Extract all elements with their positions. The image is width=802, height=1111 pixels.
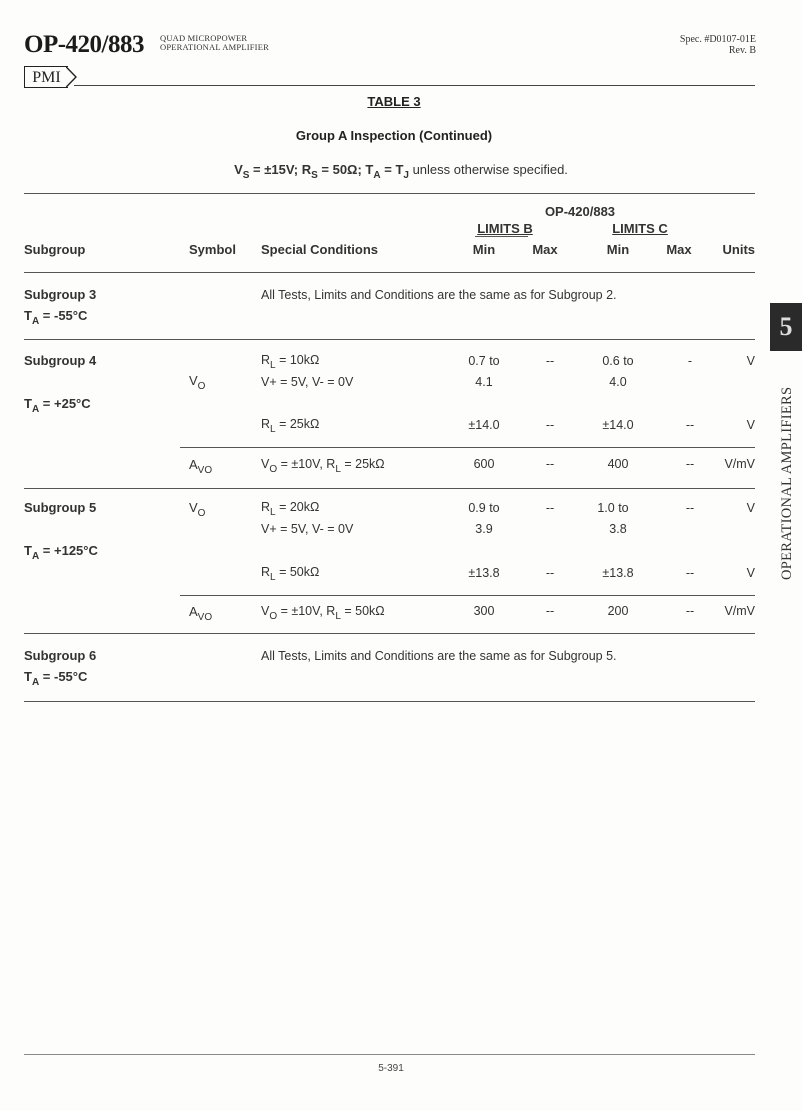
spec-revision: Rev. B — [728, 45, 756, 56]
sg6-temp-value: = -55°C — [39, 669, 88, 684]
limits-b-rule — [475, 236, 528, 237]
sg3-temperature — [24, 308, 87, 327]
sg5-avo-min-c: 200 — [607, 604, 629, 618]
sg5-avo-subscript: VO — [197, 612, 213, 623]
device-column-header: OP-420/883 — [544, 204, 616, 219]
sg3-temp-value: = -55°C — [39, 308, 88, 323]
sg5-r1-condition — [261, 500, 319, 518]
table-bottom-rule — [24, 701, 755, 702]
sg5-r1-units: V — [746, 501, 755, 515]
sg5-r1-min-b-line2: 3.9 — [475, 522, 493, 536]
rs-subscript: S — [311, 170, 318, 181]
sg5-r1-max-c: -- — [685, 501, 695, 515]
sg4-r1-condition — [261, 353, 319, 371]
sg5-r1-subscript: L — [270, 507, 276, 518]
sg6-temp-symbol: T — [24, 669, 32, 684]
subgroup-column-header: Subgroup — [24, 242, 86, 257]
sg4-r1-supply: V+ = 5V, V- = 0V — [261, 375, 354, 389]
sg5-r2-min-b: ±13.8 — [468, 566, 500, 580]
sg3-bottom-rule — [24, 339, 755, 340]
tj-symbol: T — [395, 162, 404, 177]
test-conditions — [0, 162, 802, 181]
sg3-note: All Tests, Limits and Conditions are the same as for Subgroup 2. — [261, 288, 617, 302]
max-b-column-header: Max — [532, 242, 558, 257]
sg5-avo-rl-value: = 50kΩ — [340, 604, 385, 618]
sg5-avo-letter: A — [189, 604, 198, 619]
rs-symbol: R — [301, 162, 312, 177]
sg5-vo-letter: V — [189, 500, 198, 515]
part-description-line2: OPERATIONAL AMPLIFIER — [160, 42, 269, 52]
ta-symbol: T — [365, 162, 374, 177]
sg3-name: Subgroup 3 — [24, 287, 97, 302]
sg4-r2-subscript: L — [270, 424, 276, 435]
part-number: OP-420/883 — [24, 31, 144, 58]
header-rule — [74, 85, 755, 86]
sg5-bottom-rule — [24, 633, 755, 634]
sg4-r1-min-b-line2: 4.1 — [475, 375, 493, 389]
sg4-r2-symbol: R — [261, 417, 271, 431]
sg5-avo-vo-value: = ±10V, — [277, 604, 327, 618]
sg5-r2-condition — [261, 565, 319, 583]
sg4-vo-subscript: O — [197, 381, 206, 392]
sg4-avo-condition — [261, 457, 385, 475]
sg5-r1-min-c: 1.0 to — [597, 501, 629, 515]
sg6-temp-subscript: A — [31, 677, 40, 688]
sg5-r2-units: V — [746, 566, 755, 580]
sg4-avo-min-b: 600 — [473, 457, 495, 471]
vs-subscript: S — [242, 170, 250, 181]
sg5-r1-value: = 20kΩ — [275, 500, 320, 514]
sg5-r1-supply: V+ = 5V, V- = 0V — [261, 522, 354, 536]
sg4-avo-letter: A — [189, 457, 198, 472]
sg4-r1-min-c: 0.6 to — [602, 354, 634, 368]
pmi-logo: PMI — [24, 66, 68, 88]
table-title: TABLE 3 — [367, 94, 421, 109]
sg6-name: Subgroup 6 — [24, 648, 97, 663]
table-subtitle: Group A Inspection (Continued) — [295, 128, 493, 143]
sg5-avo-max-b: -- — [545, 604, 555, 618]
sg4-temp-value: = +25°C — [39, 396, 91, 411]
sg4-avo-rl-subscript: L — [335, 464, 341, 475]
sg3-temp-subscript: A — [31, 316, 40, 327]
sg5-r2-min-c: ±13.8 — [602, 566, 634, 580]
footer-rule — [24, 1054, 755, 1055]
sg5-avo-vo-subscript: O — [269, 611, 278, 622]
sg4-avo-subscript: VO — [197, 465, 213, 476]
sg4-temperature — [24, 396, 91, 415]
min-c-column-header: Min — [606, 242, 630, 257]
sg5-r1-min-b: 0.9 to — [468, 501, 500, 515]
sg4-avo-max-b: -- — [545, 457, 555, 471]
sg4-vo-letter: V — [189, 373, 198, 388]
sg4-avo-rl: R — [326, 457, 336, 471]
special-conditions-column-header: Special Conditions — [261, 242, 379, 257]
sg4-temp-symbol: T — [24, 396, 32, 411]
sg5-vo-symbol — [189, 500, 205, 519]
spec-block — [680, 34, 756, 56]
sg4-avo-rl-value: = 25kΩ — [340, 457, 385, 471]
rs-value: = 50Ω; — [317, 162, 366, 177]
sg5-r1-max-b: -- — [545, 501, 555, 515]
sg5-avo-units: V/mV — [724, 604, 755, 618]
vs-value: = ±15V; — [249, 162, 302, 177]
sg4-name: Subgroup 4 — [24, 353, 97, 368]
part-description-line1: QUAD MICROPOWER — [160, 33, 248, 43]
limits-c-header: LIMITS C — [612, 221, 668, 236]
equals: = — [380, 162, 396, 177]
sg4-avo-max-c: -- — [685, 457, 695, 471]
sg4-r1-symbol: R — [261, 353, 271, 367]
sg5-r2-symbol: R — [261, 565, 271, 579]
sg5-vo-subscript: O — [197, 508, 206, 519]
sg4-avo-vo: V — [261, 457, 270, 471]
symbol-column-header: Symbol — [189, 242, 236, 257]
sg4-avo-vo-subscript: O — [269, 464, 278, 475]
sg5-r1-min-c-line2: 3.8 — [609, 522, 627, 536]
sg4-r2-units: V — [746, 418, 755, 432]
sg4-r1-min-c-line2: 4.0 — [609, 375, 627, 389]
sg4-avo-units: V/mV — [724, 457, 755, 471]
ta-subscript: A — [373, 170, 381, 181]
sg5-name: Subgroup 5 — [24, 500, 97, 515]
vs-symbol: V — [234, 162, 243, 177]
sg4-r2-value: = 25kΩ — [275, 417, 320, 431]
spec-number: Spec. #D0107-01E — [679, 34, 756, 45]
sg4-r2-condition — [261, 417, 319, 435]
sg4-r1-max-c: - — [687, 354, 693, 368]
sg5-r2-subscript: L — [270, 572, 276, 583]
sg4-avo-min-c: 400 — [607, 457, 629, 471]
sg4-r1-subscript: L — [270, 360, 276, 371]
sg6-temperature — [24, 669, 87, 688]
sg5-temp-symbol: T — [24, 543, 32, 558]
sg5-r1-symbol: R — [261, 500, 271, 514]
sg5-inner-rule — [180, 595, 755, 596]
units-column-header: Units — [722, 242, 755, 257]
sg5-r2-max-b: -- — [545, 566, 555, 580]
sg4-r1-value: = 10kΩ — [275, 353, 320, 367]
part-description — [160, 34, 269, 52]
sg4-r1-max-b: -- — [545, 354, 555, 368]
tj-subscript: J — [403, 170, 409, 181]
sg4-vo-symbol — [189, 373, 205, 392]
section-tab: 5 — [770, 303, 802, 351]
sg4-inner-rule — [180, 447, 755, 448]
sg5-r2-max-c: -- — [685, 566, 695, 580]
max-c-column-header: Max — [666, 242, 692, 257]
sg4-bottom-rule — [24, 488, 755, 489]
sg4-temp-subscript: A — [31, 404, 40, 415]
sg5-avo-rl-subscript: L — [335, 611, 341, 622]
sg5-temp-subscript: A — [31, 551, 40, 562]
sg5-avo-rl: R — [326, 604, 336, 618]
sg4-avo-vo-value: = ±10V, — [277, 457, 327, 471]
sg4-r1-units: V — [746, 354, 755, 368]
sg5-temperature — [24, 543, 98, 562]
sg4-avo-symbol — [189, 457, 212, 476]
sg5-avo-symbol — [189, 604, 212, 623]
header-bottom-rule — [24, 272, 755, 273]
sg5-temp-value: = +125°C — [39, 543, 98, 558]
sg4-r2-min-c: ±14.0 — [602, 418, 634, 432]
conditions-tail: unless otherwise specified. — [408, 162, 568, 177]
sg5-avo-min-b: 300 — [473, 604, 495, 618]
sg4-r2-max-c: -- — [685, 418, 695, 432]
section-label: OPERATIONAL AMPLIFIERS — [779, 386, 795, 580]
sg4-r2-min-b: ±14.0 — [468, 418, 500, 432]
sg5-avo-max-c: -- — [685, 604, 695, 618]
sg4-r1-min-b: 0.7 to — [468, 354, 500, 368]
sg3-temp-symbol: T — [24, 308, 32, 323]
sg5-avo-vo: V — [261, 604, 270, 618]
table-top-rule — [24, 193, 755, 194]
sg4-r2-max-b: -- — [545, 418, 555, 432]
min-b-column-header: Min — [472, 242, 496, 257]
sg6-note: All Tests, Limits and Conditions are the same as for Subgroup 5. — [261, 649, 617, 663]
sg5-r2-value: = 50kΩ — [275, 565, 320, 579]
limits-b-header: LIMITS B — [477, 221, 533, 236]
page-number: 5-391 — [378, 1063, 404, 1074]
sg5-avo-condition — [261, 604, 385, 622]
